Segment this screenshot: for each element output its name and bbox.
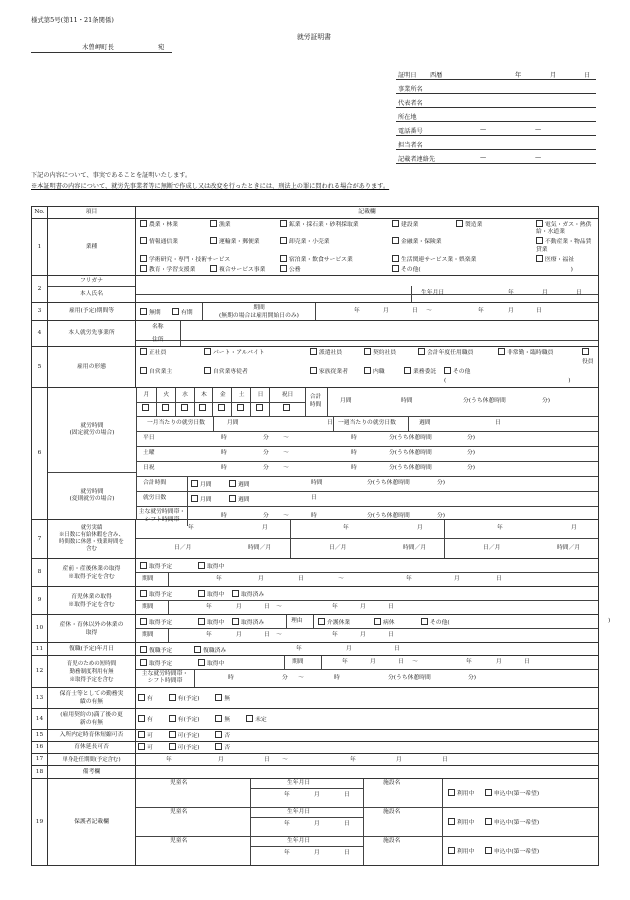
opt-no[interactable]: 無 — [215, 696, 230, 702]
row-employment-type: 5 雇用の形態 正社員 パート・アルバイト 派遣社員 契約社員 会計年度任用職員 非常勤・臨時職員 役員 自営業主 自営業専従者 家族従業者 内職 業務委託 その他( ) — [32, 347, 599, 388]
using-checkbox[interactable]: 利用中 — [448, 789, 474, 798]
reason-sick[interactable]: 病休 — [374, 618, 395, 627]
page-title: 就労証明書 — [297, 33, 331, 41]
type-option[interactable]: 自営業主 — [140, 367, 204, 386]
option-indefinite[interactable]: 無期 — [140, 308, 161, 317]
childcare-current[interactable]: 取得中 — [198, 590, 224, 599]
opt-possible[interactable]: 可 — [138, 733, 153, 739]
type-option[interactable]: その他( ) — [444, 369, 571, 385]
other-done[interactable]: 取得済み — [232, 618, 264, 627]
opt-yes[interactable]: 有 — [138, 717, 153, 723]
date-label: 証明日 — [398, 72, 417, 79]
weekday-col: 土 — [231, 388, 251, 416]
industry-option[interactable]: 生活関連サービス業・娯楽業 — [392, 255, 536, 264]
industry-option[interactable]: 製造業 — [456, 220, 536, 236]
addressee: 木曽岬町長 — [82, 43, 114, 51]
applying-checkbox[interactable]: 申込中(第一希望) — [485, 818, 539, 827]
row-other-leave: 10 産休・育休以外の休業の 取得 取得予定 取得中 取得済み 理由 介護休業 病休 その他( ) 期間 年 月 日 〜 年 月 日 — [32, 615, 599, 643]
industry-option[interactable]: 農業・林業 — [140, 220, 210, 236]
representative-label: 代表者名 — [398, 100, 423, 107]
opt-planned[interactable]: 可(予定) — [169, 745, 200, 751]
reason-other[interactable]: その他( — [421, 618, 450, 627]
row-name: 2 フリガナ 本人氏名 生年月日 年 月 日 — [32, 276, 599, 303]
row-short-time: 12 育児のための短時間 勤務制度利用有無 ※取得予定を含む 取得予定 取得中 期間 年 月 日 〜 年 月 日 主な就労時間帯・ シフト時間帯 時 分 〜 時 分(うち休憩時間 分) — [32, 656, 599, 688]
applying-checkbox[interactable]: 申込中(第一希望) — [485, 789, 539, 798]
header-item: 項目 — [48, 207, 136, 219]
row-industry: 1 業種 農業・林業 漁業 鉱業・採石業・砂利採取業 建設業 製造業 電気・ガス・熱供給・水道業 情報通信業 運輸業・郵便業 卸売業・小売業 金融業・保険業 不動産業・物品賃貸業 学術研究・専門・技術サービス 宿泊業・飲食サービス業 生活関連サービス業・娯楽業 医療・福祉 教育・学習支援業 複合サービス事業 公務 その他( ) — [32, 219, 599, 276]
row-nursery-record: 13 保育士等としての勤務実 績の有無 有 有(予定) 無 — [32, 688, 599, 709]
industry-option[interactable]: 卸売業・小売業 — [280, 237, 392, 253]
weekday-col: 木 — [194, 388, 214, 416]
opt-no[interactable]: 無 — [215, 717, 230, 723]
form-number: 様式第5号(第11・21条関係) — [31, 16, 114, 24]
weekday-col: 日 — [250, 388, 270, 416]
weekday-col: 火 — [156, 388, 176, 416]
opt-not[interactable]: 否 — [215, 733, 230, 739]
var-monthly[interactable]: 月間 — [191, 480, 212, 489]
header-no: No. — [32, 207, 48, 219]
childcare-done[interactable]: 取得済み — [232, 590, 264, 599]
row-return-date: 11 復職(予定)年月日 復職予定 復職済み 年 月 日 — [32, 643, 599, 656]
weekday-checkboxes — [137, 388, 269, 416]
type-option[interactable]: 役員 — [582, 348, 594, 367]
weekday-checkbox[interactable] — [162, 404, 169, 411]
person-in-charge-label: 担当者名 — [398, 142, 423, 149]
industry-option[interactable]: 運輸業・郵便業 — [210, 237, 280, 253]
fixed-time-row: 日祝 時 分 〜 時 分(うち休憩時間 分) — [137, 462, 598, 477]
type-option[interactable]: 自営業専従者 — [204, 367, 310, 386]
maternity-current[interactable]: 取得中 — [198, 562, 224, 571]
row-guardian: 19 保護者記載欄 児童名 生年月日 年 月 日 施設名 利用中 申込中(第一希望) 児童名 生年月日 年 月 日 施設名 利用中 申込中(第一希望) 児童名 生年月日 年 月 日 施設名 利用中 申込中(第一希望) — [32, 779, 599, 866]
opt-possible[interactable]: 可 — [138, 745, 153, 751]
maternity-planned[interactable]: 取得予定 — [140, 562, 172, 571]
industry-option[interactable]: 宿泊業・飲食サービス業 — [280, 255, 392, 264]
row-maternity-leave: 8 産前・産後休業の取得 ※取得予定を含む 取得予定 取得中 期間 年 月 日 〜 年 月 日 — [32, 559, 599, 587]
type-option[interactable]: 家族従業者 — [310, 367, 364, 386]
weekday-col: 金 — [212, 388, 232, 416]
opt-undecided[interactable]: 未定 — [246, 717, 267, 723]
row-working-hours: 6 就労時間 (固定就労の場合) 就労時間 (変則就労の場合) 月 火 水 木 金 土 日 祝日 合計 時間 月間 時間 分(うち休憩時間 分) 一月当たりの就労日数 月間 日 一週当たりの就労日数 週間 日 平日 時 分 〜 時 分(うち休憩時間 分) 土曜 時 分 〜 時 分(うち休憩時間 分) 日祝 時 分 〜 時 分(うち休憩時間 分) 合計時間 月間 週間 時間 分(うち休憩時間 分) 就労日数 月間 週間 日 主な就労時間帯・ シフト時間帯 時 分 〜 時 分(うち休憩時間 分) — [32, 388, 599, 520]
year-label: 年 — [515, 72, 522, 79]
intro-text: 下記の内容について、事実であることを証明いたします。 — [31, 172, 192, 179]
type-option[interactable]: 業務委託 — [404, 367, 444, 386]
opt-yes[interactable]: 有 — [138, 696, 153, 702]
holiday-checkbox[interactable] — [283, 404, 290, 411]
opt-planned[interactable]: 有(予定) — [169, 717, 200, 723]
weekday-checkbox[interactable] — [218, 404, 225, 411]
opt-planned[interactable]: 有(予定) — [169, 696, 200, 702]
era-label: 西暦 — [430, 72, 443, 79]
row-leave-extension: 16 育休延長可否 可 可(予定) 否 — [32, 742, 599, 754]
weekday-checkbox[interactable] — [237, 404, 244, 411]
row-workplace: 4 本人就労先事業所 名称 住所 — [32, 321, 599, 347]
industry-option[interactable]: 教育・学習支援業 — [140, 265, 210, 274]
row-remarks: 18 備考欄 — [32, 766, 599, 779]
fixed-time-row: 平日 時 分 〜 時 分(うち休憩時間 分) — [137, 432, 598, 447]
weekday-col: 水 — [175, 388, 195, 416]
month-label: 月 — [550, 72, 557, 79]
childcare-planned[interactable]: 取得予定 — [140, 590, 172, 599]
industry-option[interactable]: その他( ) — [392, 265, 594, 274]
row-childcare-leave: 9 育児休業の取得 ※取得予定を含む 取得予定 取得中 取得済み 期間 年 月 日 〜 年 月 日 — [32, 587, 599, 615]
return-done[interactable]: 復職済み — [194, 646, 226, 655]
work-record-col: 年 月 日／月 時間／月 — [444, 520, 598, 558]
industry-option[interactable]: 複合サービス事業 — [210, 265, 280, 274]
var-days-monthly[interactable]: 月間 — [191, 495, 212, 504]
addressee-suffix: 宛 — [158, 43, 165, 51]
row-single-assignment: 17 単身赴任期間(予定含む) 年 月 日 〜 年 月 日 — [32, 754, 599, 766]
industry-option[interactable]: 電気・ガス・熱供給・水道業 — [536, 222, 592, 236]
using-checkbox[interactable]: 利用中 — [448, 847, 474, 856]
applying-checkbox[interactable]: 申込中(第一希望) — [485, 847, 539, 856]
guardian-child-block: 児童名 生年月日 年 月 日 施設名 利用中 申込中(第一希望) — [136, 779, 598, 807]
fixed-time-row: 土曜 時 分 〜 時 分(うち休憩時間 分) — [137, 447, 598, 462]
industry-option[interactable]: 医療・福祉 — [536, 255, 594, 264]
return-planned[interactable]: 復職予定 — [140, 646, 172, 655]
weekday-checkbox[interactable] — [142, 404, 149, 411]
type-option[interactable]: 内職 — [364, 367, 404, 386]
type-option[interactable]: パート・アルバイト — [204, 348, 310, 367]
weekday-checkbox[interactable] — [181, 404, 188, 411]
type-option[interactable]: 非常勤・臨時職員 — [498, 348, 582, 367]
weekday-checkbox[interactable] — [199, 404, 206, 411]
short-current[interactable]: 取得中 — [198, 659, 224, 668]
work-record-col: 年 月 日／月 時間／月 — [136, 520, 290, 558]
row-leave-shortening: 15 入所内定時育休短縮可否 可 可(予定) 否 — [32, 730, 599, 742]
type-option[interactable]: 契約社員 — [364, 348, 418, 367]
option-fixed[interactable]: 有期 — [172, 308, 193, 317]
address-label: 所在地 — [398, 114, 417, 121]
industry-option[interactable]: 学術研究・専門・技術サービス — [140, 255, 280, 264]
industry-option[interactable]: 金融業・保険業 — [392, 237, 456, 253]
industry-option[interactable]: 漁業 — [210, 220, 280, 236]
day-label: 日 — [584, 72, 591, 79]
other-planned[interactable]: 取得予定 — [140, 618, 172, 627]
phone-label: 電話番号 — [398, 128, 423, 135]
guardian-child-block: 児童名 生年月日 年 月 日 施設名 利用中 申込中(第一希望) — [136, 836, 598, 865]
company-name-label: 事業所名 — [398, 86, 423, 93]
reason-care[interactable]: 介護休業 — [318, 618, 350, 627]
contact-label: 記載者連絡先 — [398, 156, 436, 163]
short-planned[interactable]: 取得予定 — [140, 659, 172, 668]
industry-option[interactable]: 情報通信業 — [140, 237, 210, 253]
var-weekly[interactable]: 週間 — [229, 480, 250, 489]
certificate-table — [31, 206, 611, 866]
industry-option[interactable]: 鉱業・採石業・砂利採取業 — [280, 220, 392, 236]
other-current[interactable]: 取得中 — [198, 618, 224, 627]
warning-text: ※本証明書の内容について、就労先事業者等に無断で作成し又は改変を行ったときには、刑法上の罪に問われる場合があります。 — [31, 183, 390, 190]
row-employment-period: 3 雇用(予定)期間等 無期 有期 期間 (無期の場合は雇用開始日のみ) 年 月 日 〜 年 月 日 — [32, 303, 599, 321]
header-content: 記載欄 — [136, 207, 599, 219]
opt-planned[interactable]: 可(予定) — [169, 733, 200, 739]
industry-option[interactable]: 建設業 — [392, 220, 456, 236]
row-contract-renewal: 14 (雇用契約の)満了後の更 新の有無 有 有(予定) 無 未定 — [32, 709, 599, 730]
row-work-record: 7 就労実績 ※日数に有給休暇を含み、 時間数に休憩・残業時間を 含む 年 月 日／月 時間／月 年 月 日／月 時間／月 年 月 日／月 時間／月 — [32, 520, 599, 559]
opt-not[interactable]: 否 — [215, 745, 230, 751]
type-option[interactable]: 会計年度任用職員 — [418, 348, 498, 367]
type-option[interactable]: 正社員 — [140, 348, 204, 367]
work-record-col: 年 月 日／月 時間／月 — [290, 520, 444, 558]
var-days-weekly[interactable]: 週間 — [229, 495, 250, 504]
industry-option[interactable]: 公務 — [280, 265, 392, 274]
using-checkbox[interactable]: 利用中 — [448, 818, 474, 827]
weekday-checkbox[interactable] — [256, 404, 263, 411]
weekday-col: 月 — [137, 388, 156, 416]
industry-option[interactable]: 不動産業・物品賃貸業 — [536, 239, 592, 253]
guardian-child-block: 児童名 生年月日 年 月 日 施設名 利用中 申込中(第一希望) — [136, 807, 598, 836]
addressee-underline — [31, 52, 172, 53]
type-option[interactable]: 派遣社員 — [310, 348, 364, 367]
